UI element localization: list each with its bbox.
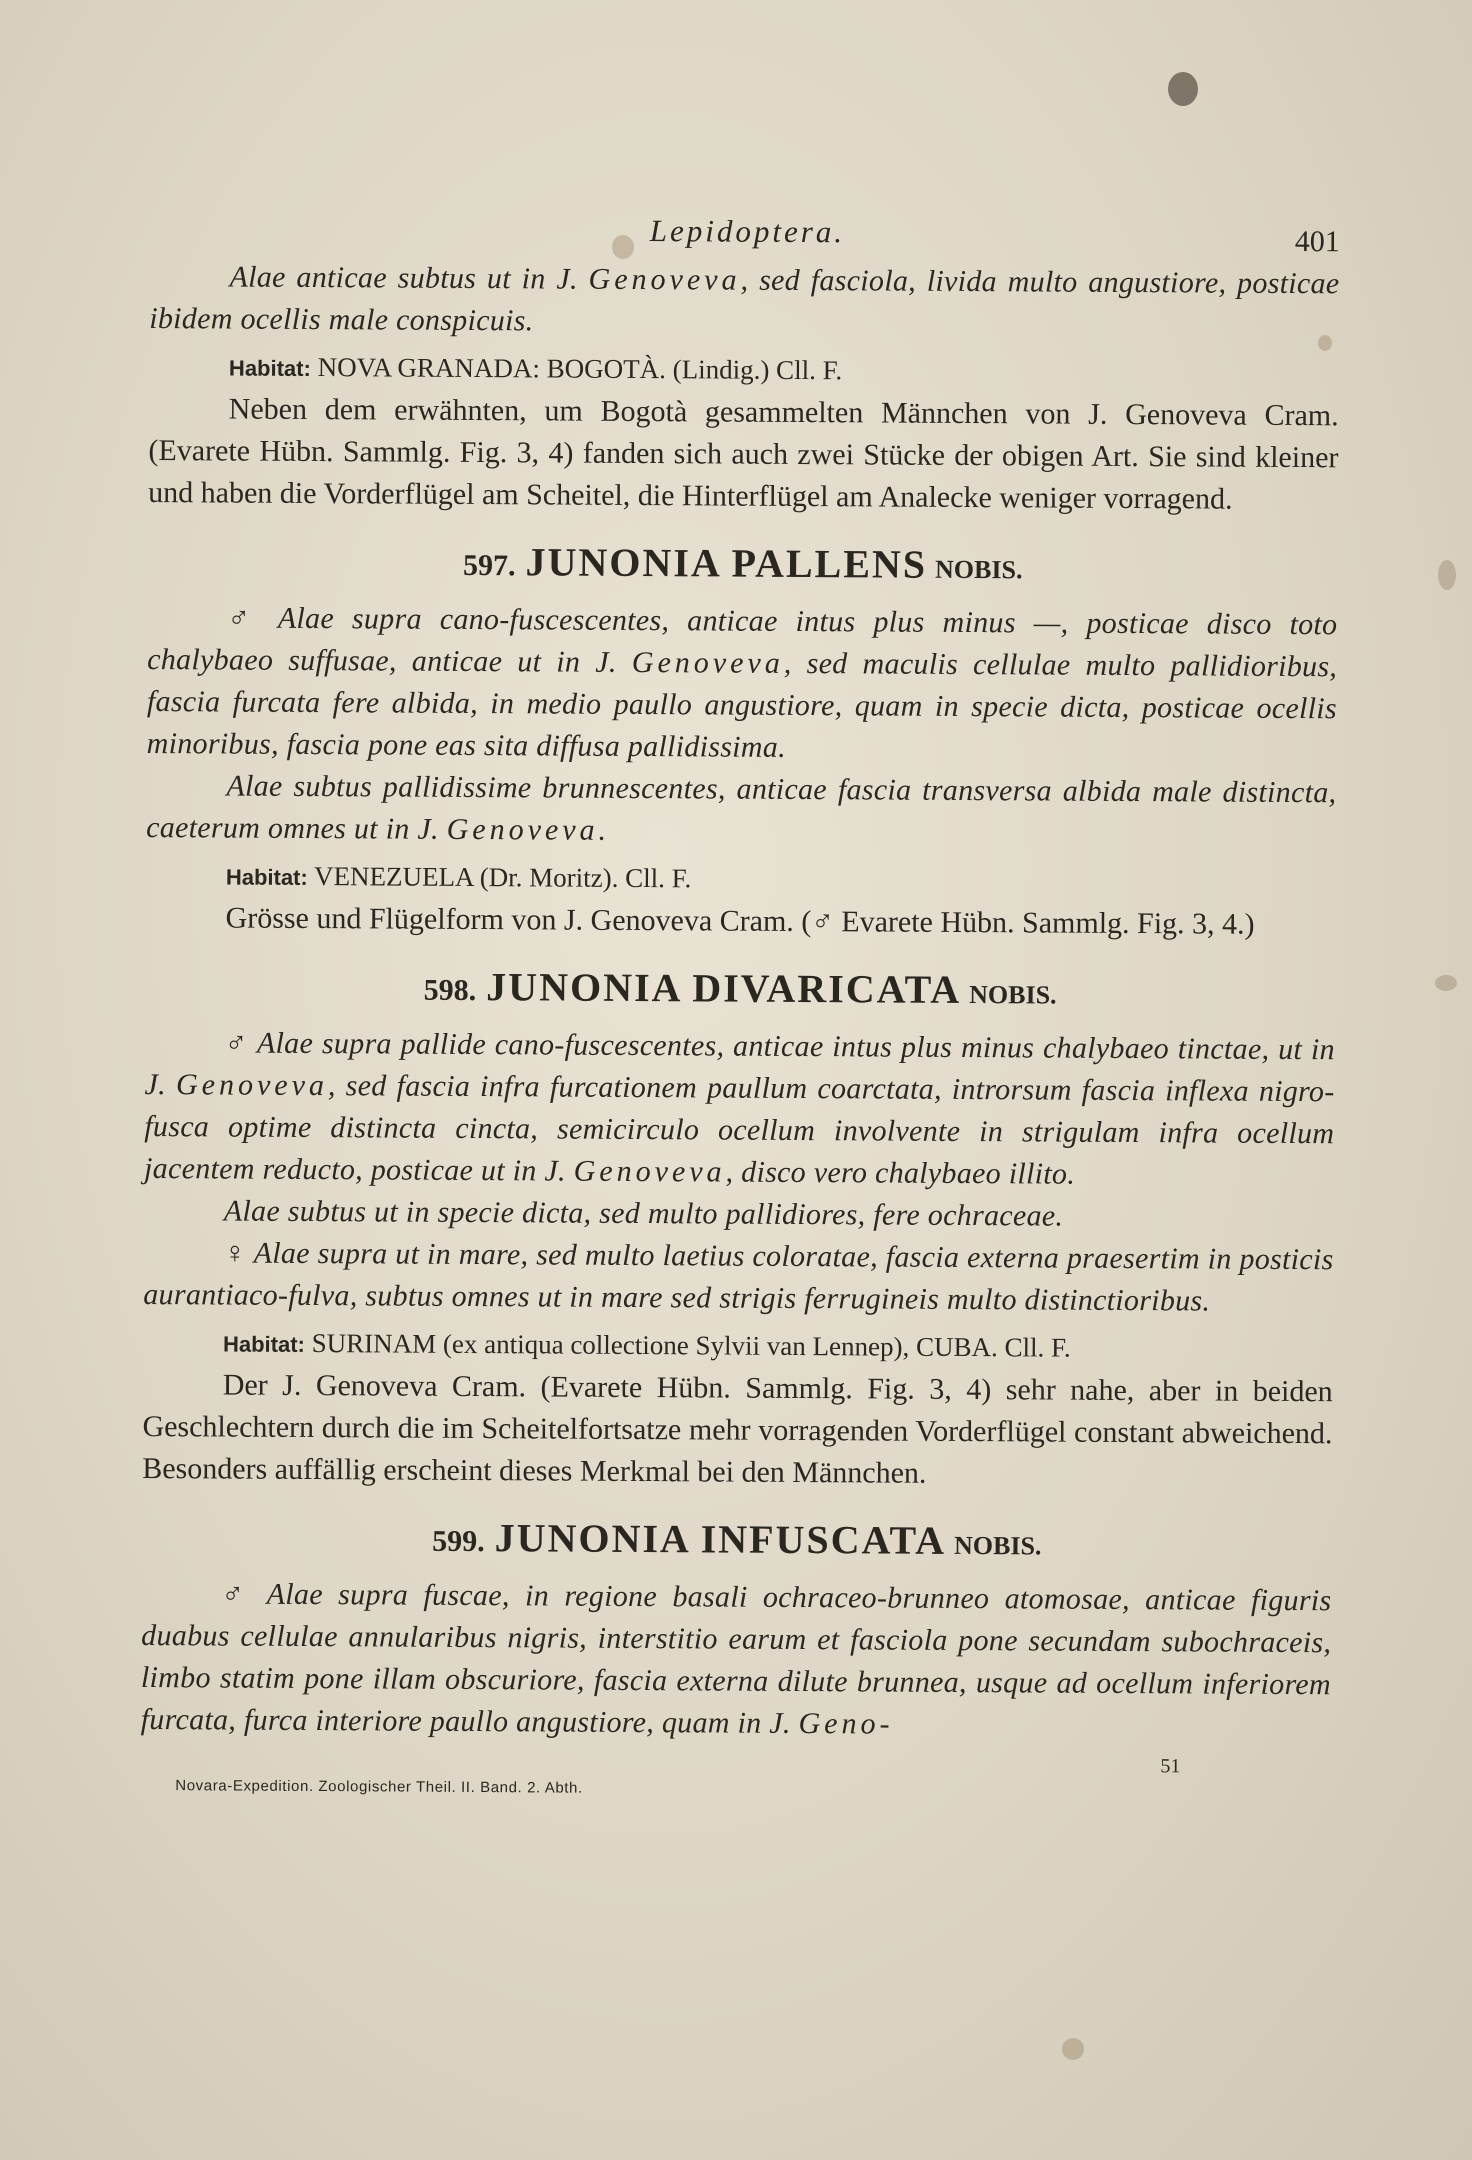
page (140, 200, 1340, 1800)
species-598-underside: Alae subtus ut in specie dicta, sed multo pallidiores, fere ochraceae. (223, 1194, 1064, 1233)
running-head (150, 200, 1340, 263)
ink-stain (1438, 560, 1456, 590)
species-heading-598: 598. JUNONIA DIVARICATA NOBIS. (423, 964, 1057, 1012)
species-597-underside: Alae subtus pallidissime brunnescentes, anticae fascia transversa albida male distincta, caeterum omnes ut in J. Genoveva. (146, 769, 1337, 847)
species-597-habitat: Habitat: VENEZUELA (Dr. Moritz). Cll. F. (225, 861, 692, 894)
species-597-german: Grösse und Flügelform von J. Genoveva Cram. (♂ Evarete Hübn. Sammlg. Fig. 3, 4.) (225, 901, 1255, 941)
species-598-description: ♂ Alae supra pallide cano-fuscescentes, anticae intus plus minus chalybaeo tinctae, ut in J. Genoveva, sed fascia infra furcationem paullum coarctata, introrsum fascia inflexa nigro-fusca optime distincta cincta, semicirculo ocellum involvente in strigulam infra ocellum jacentem reducto, posticae ut in J. Genoveva, disco vero chalybaeo illito. (143, 1026, 1335, 1191)
footer-text: Novara-Expedition. Zoologischer Theil. II. Band. 2. Abth. (175, 1777, 583, 1797)
ink-stain (1062, 2038, 1084, 2060)
species-598-female: ♀ Alae supra ut in mare, sed multo laetius coloratae, fascia externa praesertim in posticis aurantiaco-fulva, subtus omnes ut in mare sed strigis ferrugineis multo distinctioribus. (143, 1236, 1334, 1318)
page-footer (140, 1753, 1330, 1800)
page-number: 401 (1294, 224, 1340, 259)
species-598-german: Der J. Genoveva Cram. (Evarete Hübn. Sammlg. Fig. 3, 4) sehr nahe, aber in beiden Geschlechtern durch die im Scheitelfortsatze mehr vorragenden Vorderflügel constant abweichend. Besonders auffällig erscheint dieses Merkmal bei den Männchen. (142, 1368, 1333, 1490)
species-heading-597: 597. JUNONIA PALLENS NOBIS. (462, 539, 1023, 587)
running-title: Lepidoptera. (649, 213, 846, 250)
species-598-habitat: Habitat: SURINAM (ex antiqua collectione Sylvii van Lennep), CUBA. Cll. F. (222, 1328, 1071, 1363)
ink-stain (1435, 975, 1457, 991)
signature-mark: 51 (1160, 1755, 1181, 1778)
species-597-description: ♂ Alae supra cano-fuscescentes, anticae intus plus minus —, posticae disco toto chalybaeo suffusae, anticae ut in J. Genoveva, sed maculis cellulae multo pallidioribus, fascia furcata fere albida, in medio paullo angustiore, quam in specie dicta, posticae ocellis minoribus, fascia pone eas sita diffusa pallidissima. (146, 601, 1338, 764)
species-599-description: ♂ Alae supra fuscae, in regione basali ochraceo-brunneo atomosae, anticae figuris duabus cellulae annularibus nigris, interstitio earum et fasciola pone secundam subochraceis, limbo statim pone illam obscuriore, fascia externa dilute brunnea, usque ad ocellum inferiorem furcata, furca interiore paullo angustiore, quam in J. Geno- (140, 1577, 1332, 1741)
intro-latin: Alae anticae subtus ut in J. Genoveva, sed fasciola, livida multo angustiore, posticae ibidem ocellis male conspicuis. (149, 260, 1340, 338)
ink-stain (1168, 72, 1198, 106)
species-heading-599: 599. JUNONIA INFUSCATA NOBIS. (432, 1515, 1042, 1563)
intro-german: Neben dem erwähnten, um Bogotà gesammelten Männchen von J. Genoveva Cram. (Evarete Hübn. Sammlg. Fig. 3, 4) fanden sich auch zwei Stücke der obigen Art. Sie sind kleiner und haben die Vorderflügel am Scheitel, die Hinterflügel am Analecke weniger vorragend. (148, 392, 1339, 516)
intro-habitat: Habitat: NOVA GRANADA: BOGOTÀ. (Lindig.) Cll. F. (228, 352, 843, 386)
